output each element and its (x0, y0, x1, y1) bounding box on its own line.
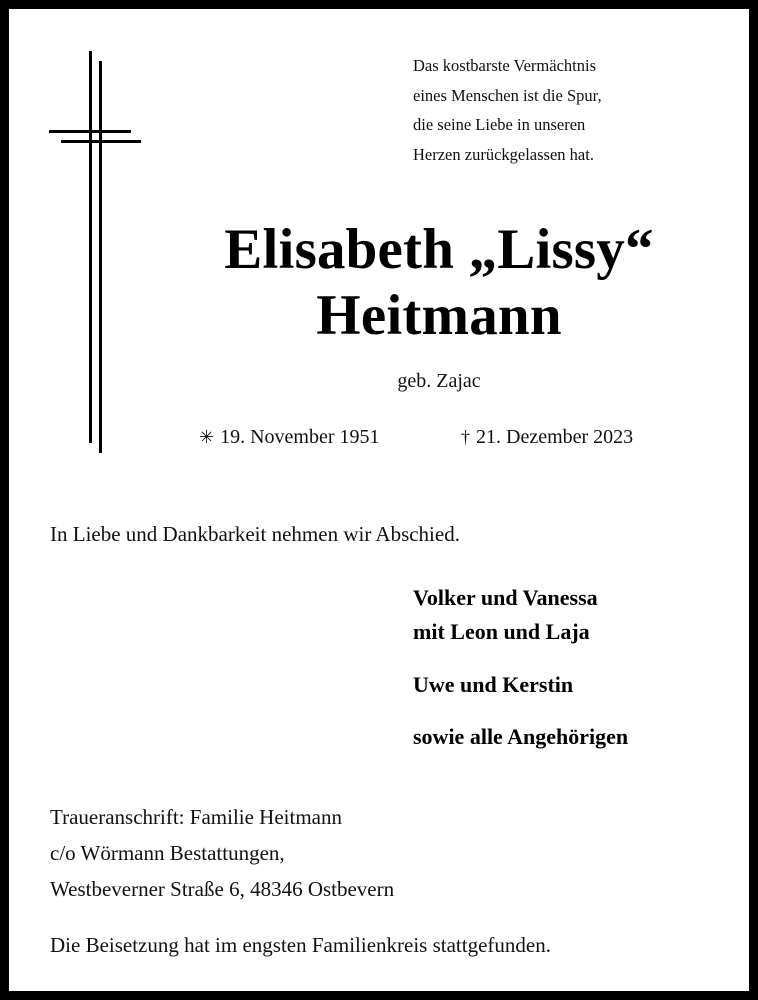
mourning-address (50, 799, 394, 907)
burial-note: Die Beisetzung hat im engsten Familienkreis stattgefunden. (50, 933, 551, 957)
quote-line: Herzen zurückgelassen hat. (413, 144, 594, 164)
mourner-line: Uwe und Kerstin (413, 672, 574, 697)
mourner-group (413, 668, 573, 702)
farewell-text: In Liebe und Dankbarkeit nehmen wir Abschied. (50, 522, 460, 546)
birth-star-icon: ✳ (199, 427, 215, 447)
death-dagger-icon: † (461, 427, 470, 447)
mourner-line: sowie alle Angehörigen (413, 724, 629, 749)
maiden-name: geb. Zajac (397, 370, 481, 392)
cross-horizontal-line (49, 130, 131, 133)
mourner-line: mit Leon und Laja (413, 619, 590, 644)
deceased-name (129, 217, 749, 349)
quote-line: eines Menschen ist die Spur, (413, 85, 602, 105)
death-date: 21. Dezember 2023 (476, 426, 634, 448)
quote-line: Das kostbarste Vermächtnis (413, 56, 596, 75)
cross-horizontal-line (61, 140, 141, 143)
mourner-line: Volker und Vanessa (413, 585, 598, 610)
birth-date: 19. November 1951 (220, 426, 380, 448)
memorial-quote (413, 51, 743, 169)
address-line: Westbeverner Straße 6, 48346 Ostbevern (50, 877, 395, 901)
cross-vertical-line (89, 51, 92, 443)
mourner-group (413, 581, 598, 649)
death-date-line (461, 424, 633, 450)
quote-line: die seine Liebe in unseren (413, 115, 586, 134)
deceased-last-name: Heitmann (316, 284, 562, 347)
mourner-group (413, 720, 628, 754)
address-line: c/o Wörmann Bestattungen, (50, 841, 285, 865)
cross-vertical-line (99, 61, 102, 453)
address-line: Traueranschrift: Familie Heitmann (50, 805, 342, 829)
deceased-first-name: Elisabeth „Lissy“ (224, 218, 654, 281)
birth-date-line (199, 424, 380, 450)
